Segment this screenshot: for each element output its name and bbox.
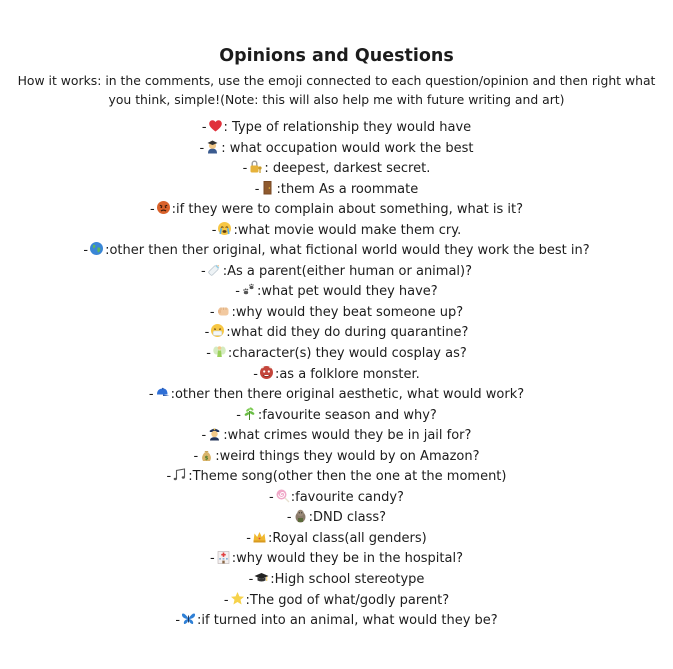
student-icon: [205, 139, 220, 154]
ogre-icon: [259, 365, 274, 380]
question-item: [0, 508, 673, 529]
question-text: :what crimes would they be in jail for?: [223, 428, 472, 444]
question-text: :if turned into an animal, what would they be?: [197, 613, 498, 629]
question-item: [0, 139, 673, 160]
question-dash: -: [211, 222, 217, 238]
star-icon: [230, 591, 245, 606]
question-dash: -: [286, 510, 292, 526]
question-dash: -: [235, 284, 240, 300]
question-item: [0, 323, 673, 344]
money-bag-icon: [199, 447, 214, 462]
question-dash: -: [210, 551, 215, 567]
question-item: [0, 426, 673, 447]
question-item: [0, 406, 673, 427]
question-dash: -: [206, 346, 211, 362]
door-icon: [260, 180, 275, 195]
question-text: :DND class?: [308, 510, 387, 526]
troll-icon: [293, 508, 308, 523]
question-item: [0, 365, 673, 386]
question-item: [0, 200, 673, 221]
question-text: :character(s) they would cosplay as?: [227, 346, 467, 362]
question-dash: -: [193, 448, 199, 464]
question-item: [0, 241, 673, 262]
musical-notes-icon: [172, 467, 187, 482]
angry-face-icon: [156, 200, 171, 215]
question-dash: -: [204, 325, 210, 341]
question-item: [0, 159, 673, 180]
question-item: [0, 549, 673, 570]
question-item: [0, 488, 673, 509]
question-text: :Royal class(all genders): [267, 530, 427, 546]
question-text: :what movie would make them cry.: [233, 222, 462, 238]
question-text: :other then ther original, what fictional world would they work the best in?: [105, 243, 590, 259]
question-dash: -: [223, 592, 229, 608]
question-text: :if they were to complain about something, what is it?: [171, 202, 524, 218]
question-dash: -: [166, 469, 172, 485]
question-text: :them As a roommate: [276, 181, 419, 197]
question-text: :what pet would they have?: [256, 284, 438, 300]
question-item: [0, 221, 673, 242]
page-title: Opinions and Questions: [219, 46, 454, 66]
herb-icon: [242, 406, 257, 421]
question-dash: -: [242, 161, 248, 177]
question-item: [0, 447, 673, 468]
question-text: :what did they do during quarantine?: [226, 325, 469, 341]
question-dash: -: [175, 613, 181, 629]
question-text: :High school stereotype: [270, 572, 425, 588]
question-list: [0, 118, 673, 632]
question-item: [0, 570, 673, 591]
question-dash: -: [200, 263, 206, 279]
question-text: :why would they be in the hospital?: [231, 551, 463, 567]
question-dash: -: [253, 366, 258, 382]
police-officer-icon: [207, 426, 222, 441]
question-dash: -: [236, 407, 241, 423]
question-item: [0, 282, 673, 303]
lock-with-key-icon: [248, 159, 263, 174]
butterfly-icon: [181, 611, 196, 626]
question-text: :favourite season and why?: [257, 407, 437, 423]
question-item: [0, 591, 673, 612]
question-dash: -: [209, 304, 215, 320]
red-heart-icon: [208, 118, 223, 133]
question-dash: -: [254, 181, 260, 197]
blue-cap-icon: [155, 385, 170, 400]
question-text: : what occupation would work the best: [221, 140, 474, 156]
question-dash: -: [83, 243, 89, 259]
svg-text:$: $: [204, 455, 209, 462]
question-dash: -: [248, 572, 254, 588]
hospital-icon: [216, 549, 231, 564]
lollipop-icon: [275, 488, 290, 503]
question-item: [0, 180, 673, 201]
crying-face-icon: [217, 221, 232, 236]
question-dash: -: [199, 140, 205, 156]
question-item: [0, 611, 673, 632]
question-text: :The god of what/godly parent?: [245, 592, 450, 608]
instructions-text: How it works: in the comments, use the emoji connected to each question/opinion and then right what you think, simple!(Note: this will also help me with future writing and art): [17, 73, 656, 107]
question-text: : Type of relationship they would have: [223, 120, 472, 135]
question-text: :weird things they would by on Amazon?: [215, 448, 480, 464]
fairy-icon: [212, 344, 227, 359]
globe-icon: [89, 241, 104, 256]
question-item: [0, 385, 673, 406]
mask-face-icon: [210, 323, 225, 338]
question-text: : deepest, darkest secret.: [264, 161, 431, 177]
question-item: [0, 529, 673, 550]
question-text: :as a folklore monster.: [274, 366, 420, 382]
question-text: :As a parent(either human or animal)?: [222, 263, 473, 279]
baby-bottle-icon: [207, 262, 222, 277]
question-text: :why would they beat someone up?: [231, 304, 464, 320]
question-dash: -: [201, 428, 207, 444]
question-dash: -: [269, 489, 274, 505]
question-item: [0, 303, 673, 324]
question-dash: -: [148, 387, 154, 403]
graduation-cap-icon: [254, 570, 269, 585]
question-item: [0, 262, 673, 283]
crown-icon: [252, 529, 267, 544]
question-dash: -: [149, 202, 155, 218]
question-dash: -: [246, 530, 251, 546]
question-dash: -: [201, 120, 207, 135]
question-item: [0, 467, 673, 488]
paw-prints-icon: [241, 282, 256, 297]
question-text: :Theme song(other then the one at the moment): [188, 469, 507, 485]
question-text: :other then there original aesthetic, what would work?: [170, 387, 525, 403]
question-item: [0, 344, 673, 365]
question-item: [0, 118, 673, 139]
fist-icon: [216, 303, 231, 318]
question-text: :favourite candy?: [290, 489, 404, 505]
